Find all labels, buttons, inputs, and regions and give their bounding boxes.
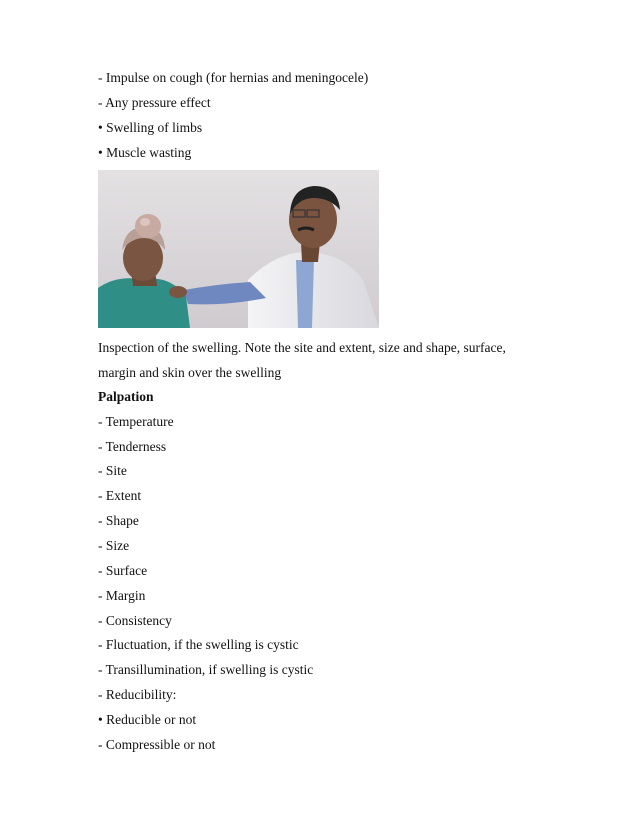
- list-item: - Compressible or not: [98, 737, 216, 752]
- clinical-photo: [98, 170, 379, 328]
- list-item: • Reducible or not: [98, 712, 197, 727]
- list-item: - Temperature: [98, 414, 174, 429]
- list-item: - Fluctuation, if the swelling is cystic: [98, 637, 299, 652]
- list-item: • Swelling of limbs: [98, 120, 203, 135]
- list-item: - Tenderness: [98, 439, 167, 454]
- figure-caption-line-1: Inspection of the swelling. Note the site and extent, size and shape, surface,: [98, 340, 506, 355]
- list-item: - Margin: [98, 588, 146, 603]
- list-item: • Muscle wasting: [98, 145, 192, 160]
- list-item: - Reducibility:: [98, 687, 177, 702]
- list-item: - Surface: [98, 563, 148, 578]
- list-item: - Transillumination, if swelling is cystic: [98, 662, 314, 677]
- section-heading-palpation: Palpation: [98, 389, 154, 404]
- list-item: - Consistency: [98, 613, 172, 628]
- figure-caption-line-2: margin and skin over the swelling: [98, 365, 282, 380]
- list-item: - Any pressure effect: [98, 95, 211, 110]
- list-item: - Impulse on cough (for hernias and meningocele): [98, 70, 369, 85]
- list-item: - Shape: [98, 513, 139, 528]
- list-item: - Site: [98, 463, 127, 478]
- list-item: - Size: [98, 538, 130, 553]
- list-item: - Extent: [98, 488, 142, 503]
